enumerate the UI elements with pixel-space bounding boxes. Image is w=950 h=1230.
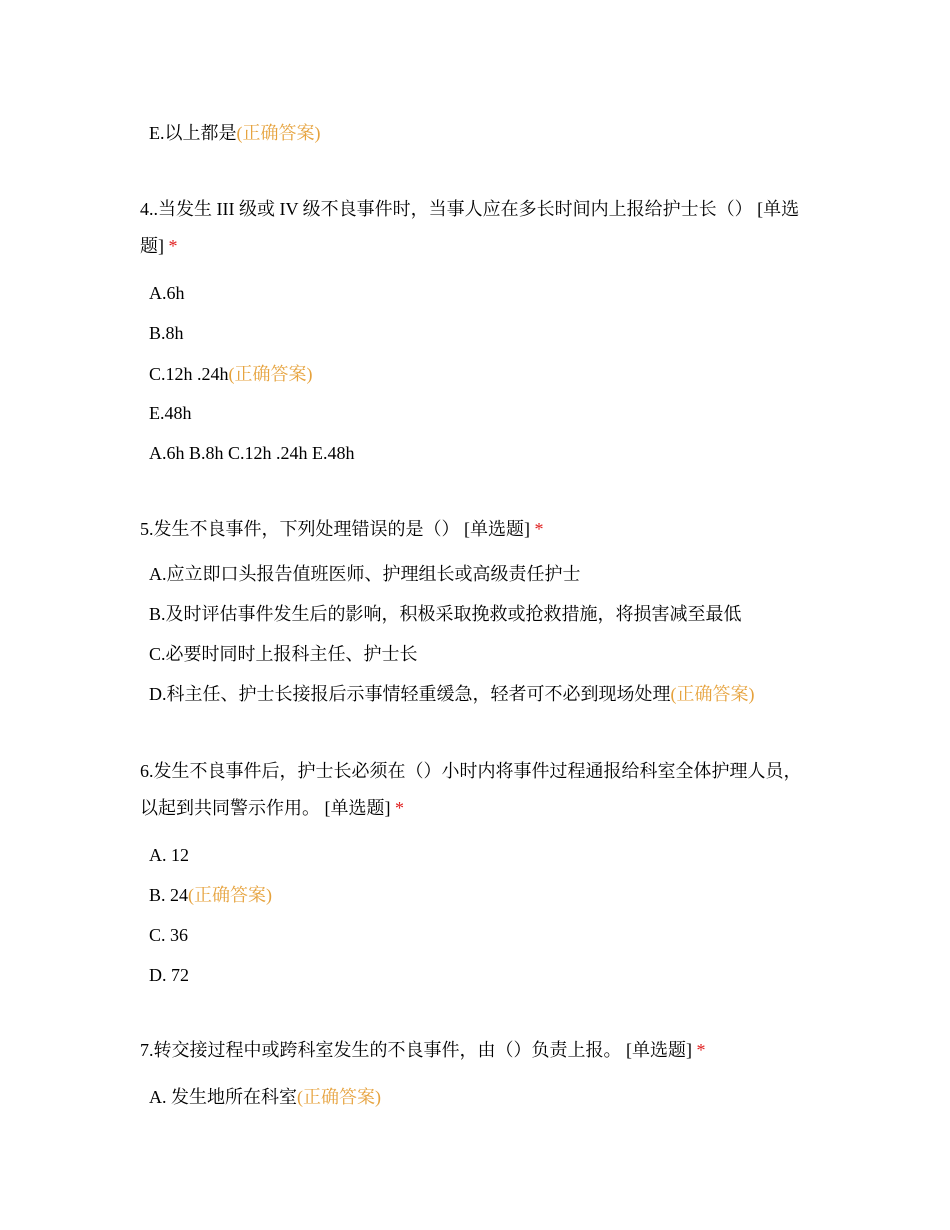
question-text: .当发生 III 级或 IV 级不良事件时，当事人应在多长时间内上报给护士长（） — [153, 199, 753, 219]
correct-answer-mark: (正确答案) — [228, 364, 313, 384]
option-q3-e[interactable] — [149, 121, 321, 145]
option-text: C.必要时同时上报科主任、护士长 — [149, 644, 418, 664]
required-mark: * — [534, 519, 544, 539]
option-text: C. 36 — [149, 925, 189, 945]
option-q6-b[interactable] — [149, 883, 272, 907]
option-text: A.应立即口头报告值班医师、护理组长或高级责任护士 — [149, 564, 581, 584]
correct-answer-mark: (正确答案) — [236, 123, 321, 143]
correct-answer-mark: (正确答案) — [670, 684, 755, 704]
option-text: B. 24 — [149, 885, 189, 905]
correct-answer-mark: (正确答案) — [297, 1087, 381, 1107]
question-number: 6. — [140, 761, 154, 781]
question-text: 发生不良事件后，护士长必须在（）小时内将事件过程通报给科室全体护理人员，以起到共同警示作用。 — [140, 761, 802, 818]
option-q4-b[interactable] — [149, 321, 184, 345]
question-number: 5. — [140, 519, 154, 539]
question-5 — [140, 511, 810, 548]
question-6 — [140, 753, 810, 827]
option-text: D. 72 — [149, 965, 189, 985]
question-type: [单选题] — [140, 199, 800, 256]
option-text: A.6h B.8h C.12h .24h E.48h — [149, 443, 355, 463]
required-mark: * — [168, 236, 178, 256]
question-type: [单选题] — [324, 798, 391, 818]
option-q6-a[interactable] — [149, 843, 189, 867]
option-text: D.科主任、护士长接报后示事情轻重缓急，轻者可不必到现场处理 — [149, 684, 671, 704]
question-text: 发生不良事件，下列处理错误的是（） — [153, 519, 460, 539]
correct-answer-mark: (正确答案) — [188, 885, 273, 905]
option-q5-c[interactable] — [149, 642, 418, 666]
option-text: A. 发生地所在科室 — [149, 1087, 297, 1107]
question-text: 转交接过程中或跨科室发生的不良事件，由（）负责上报。 — [153, 1040, 622, 1060]
option-text: C.12h .24h — [149, 364, 229, 384]
question-type: [单选题] — [464, 519, 530, 539]
question-number: 4. — [140, 199, 154, 219]
option-q6-d[interactable] — [149, 963, 189, 987]
question-number: 7. — [140, 1040, 154, 1060]
required-mark: * — [395, 798, 404, 818]
option-q4-c[interactable] — [149, 362, 313, 386]
question-4 — [140, 191, 810, 265]
question-type: [单选题] — [626, 1040, 692, 1060]
option-text: B.及时评估事件发生后的影响，积极采取挽救或抢救措施，将损害减至最低 — [149, 604, 742, 624]
option-q5-a[interactable] — [149, 562, 581, 586]
required-mark: * — [696, 1040, 706, 1060]
option-q4-combined[interactable] — [149, 441, 355, 465]
option-q4-a[interactable] — [149, 281, 185, 305]
option-text: E.以上都是 — [149, 123, 237, 143]
option-text: B.8h — [149, 323, 184, 343]
option-q6-c[interactable] — [149, 923, 188, 947]
option-q5-d[interactable] — [149, 682, 755, 706]
option-text: A.6h — [149, 283, 185, 303]
option-text: E.48h — [149, 403, 192, 423]
option-q4-e[interactable] — [149, 401, 192, 425]
question-7 — [140, 1032, 810, 1069]
option-q7-a[interactable] — [149, 1085, 381, 1109]
option-q5-b[interactable] — [149, 602, 742, 626]
option-text: A. 12 — [149, 845, 189, 865]
